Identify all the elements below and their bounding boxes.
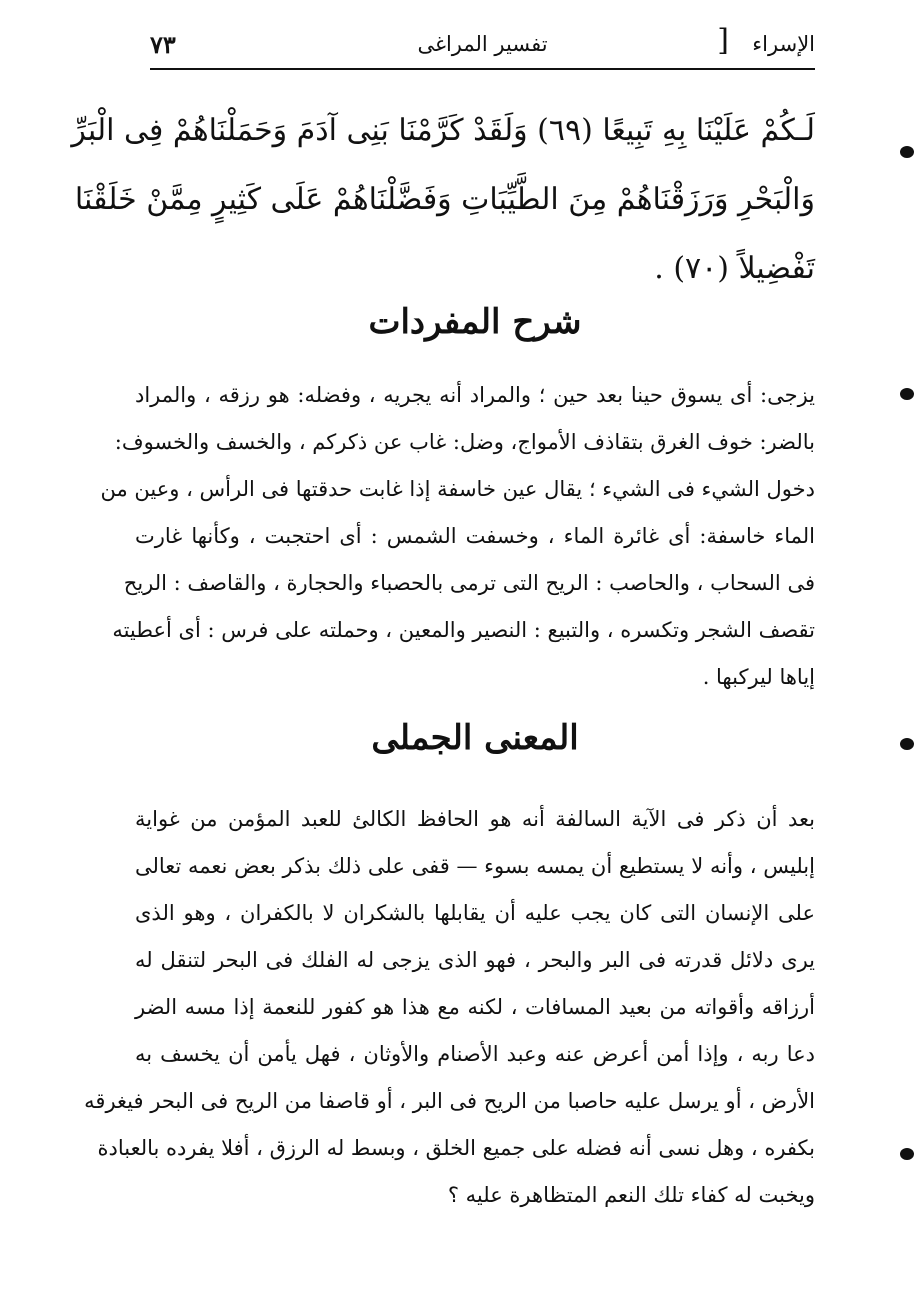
- book-title: تفسير المراغى: [417, 32, 548, 56]
- surah-name: الإسراء: [752, 32, 815, 56]
- paragraph-line: إبليس ، وأنه لا يستطيع أن يمسه بسوء — قفى على ذلك بذكر بعض نعمه تعالى: [135, 854, 815, 878]
- paragraph-line: يرى دلائل قدرته فى البر والبحر ، فهو الذى يزجى له الفلك فى البحر لتنقل له: [135, 948, 815, 972]
- paragraph-line: فى السحاب ، والحاصب : الريح التى ترمى بالحصباء والحجارة ، والقاصف : الريح: [123, 571, 815, 595]
- running-header: [150, 23, 815, 68]
- paragraph-line: دخول الشيء فى الشيء ؛ يقال عين خاسفة إذا غابت حدقتها فى الرأس ، وعين من: [100, 477, 815, 501]
- paragraph-line: بعد أن ذكر فى الآية السالفة أنه هو الحافظ الكالئ للعبد المؤمن من غواية: [135, 807, 815, 831]
- section-heading-vocabulary: شرح المفردات: [368, 302, 582, 342]
- section-heading-general-meaning: المعنى الجملى: [371, 718, 579, 758]
- paragraph-line: الأرض ، أو يرسل عليه حاصبا من الريح فى البر ، أو قاصفا من الريح فى البحر فيغرقه: [84, 1089, 815, 1113]
- verse-line: لَـكُمْ عَلَيْنَا بِهِ تَبِيعًا (٦٩) وَلَقَدْ كَرَّمْنَا بَنِى آدَمَ وَحَمَلْنَاهُمْ فِى الْبَرِّ: [71, 113, 815, 148]
- paragraph-line: على الإنسان التى كان يجب عليه أن يقابلها بالشكران لا بالكفران ، وهو الذى: [135, 901, 815, 925]
- paragraph-line: الماء خاسفة: أى غائرة الماء ، وخسفت الشمس : أى احتجبت ، وكأنها غارت: [135, 524, 815, 548]
- paragraph-line: إياها ليركبها .: [702, 665, 815, 689]
- page-number: ٧٣: [150, 30, 176, 59]
- verse-line: تَفْضِيلاً (٧٠) .: [654, 251, 815, 286]
- quran-verse-block: [71, 96, 815, 303]
- verse-line: وَالْبَحْرِ وَرَزَقْنَاهُمْ مِنَ الطَّيِّبَاتِ وَفَضَّلْنَاهُمْ عَلَى كَثِيرٍ مِمَّنْ خَلَقْنَا: [74, 182, 815, 217]
- paragraph-line: بكفره ، وهل نسى أنه فضله على جميع الخلق ، وبسط له الرزق ، أفلا يفرده بالعبادة: [97, 1136, 815, 1160]
- vocabulary-paragraph: [100, 372, 815, 701]
- paragraph-line: تقصف الشجر وتكسره ، والتبيع : النصير والمعين ، وحملته على فرس : أى أعطيته: [112, 618, 815, 642]
- header-bracket: ]: [717, 23, 729, 58]
- binding-hole-mark: [900, 146, 914, 158]
- paragraph-line: دعا ربه ، وإذا أمن أعرض عنه وعبد الأصنام والأوثان ، فهل يأمن أن يخسف به: [135, 1042, 815, 1066]
- paragraph-line: أرزاقه وأقواته من بعيد المسافات ، لكنه مع هذا هو كفور للنعمة إذا مسه الضر: [135, 995, 815, 1019]
- binding-hole-mark: [900, 738, 914, 750]
- header-rule: [150, 68, 815, 70]
- paragraph-line: بالضر: خوف الغرق بتقاذف الأمواج، وضل: غاب عن ذكركم ، والخسف والخسوف:: [114, 430, 815, 454]
- binding-hole-mark: [900, 1148, 914, 1160]
- general-meaning-paragraph: [84, 796, 815, 1219]
- paragraph-line: ويخبت له كفاء تلك النعم المتظاهرة عليه ؟: [447, 1183, 815, 1207]
- paragraph-line: يزجى: أى يسوق حينا بعد حين ؛ والمراد أنه يجريه ، وفضله: هو رزقه ، والمراد: [135, 383, 815, 407]
- binding-hole-mark: [900, 388, 914, 400]
